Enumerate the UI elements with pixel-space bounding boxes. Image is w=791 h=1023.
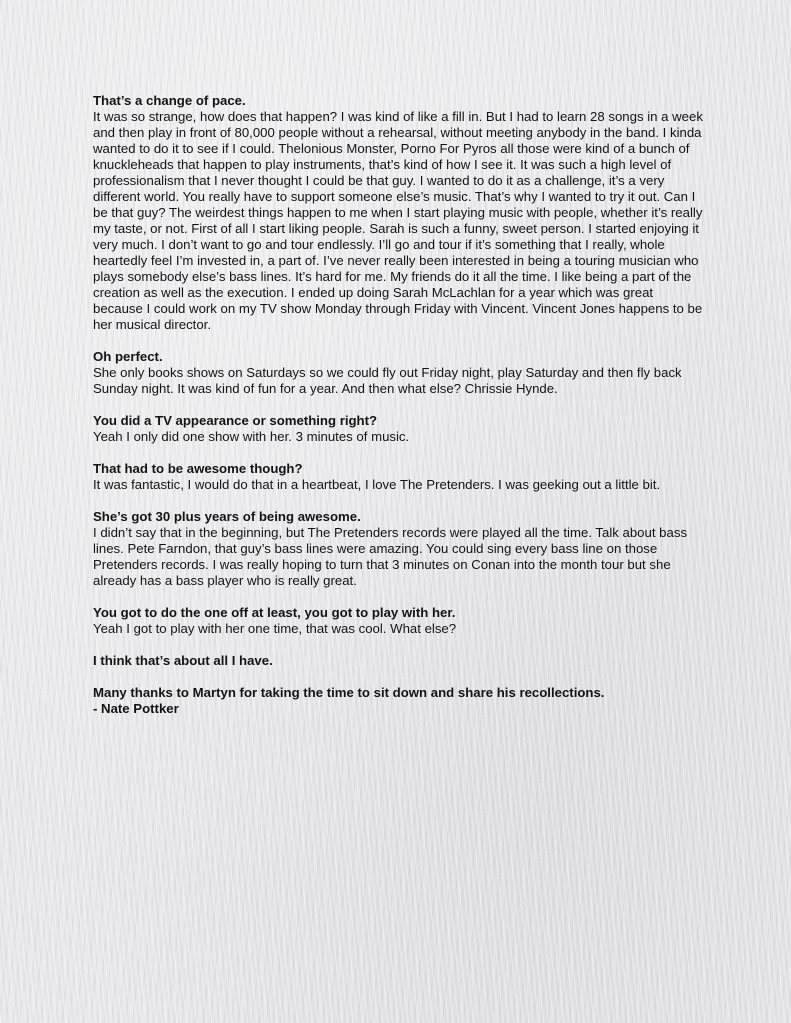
qa-block <box>93 461 705 493</box>
interview-question: You did a TV appearance or something right? <box>93 413 378 428</box>
qa-block <box>93 653 705 669</box>
interview-answer: It was so strange, how does that happen? I was kind of like a fill in. But I had to learn 28 songs in a week and then play in front of 80,000 people without a rehearsal, without meeting anybody in the band. I kinda wanted to do it to see if I could. Thelonious Monster, Porno For Pyros all those were kind of a bunch of knuckleheads that happen to play instruments, that’s kind of how I see it. It was such a high level of professionalism that I never thought I could be that guy. I wanted to do it as a challenge, it’s a very different world. You really have to support someone else’s music. That’s why I wanted to try it out. Can I be that guy? The weirdest things happen to me when I start playing music with people, whether it’s really my taste, or not. First of all I start liking people. Sarah is such a funny, sweet person. I started enjoying it very much. I don’t want to go and tour endlessly. I’ll go and tour if it’s something that I really, whole heartedly feel I’m invested in, a part of. I’ve never really been interested in being a touring musician who plays somebody else’s bass lines. It’s hard for me. My friends do it all the time. I like being a part of the creation as well as the execution. I ended up doing Sarah McLachlan for a year which was great because I could work on my TV show Monday through Friday with Vincent. Vincent Jones happens to be her musical director. <box>93 109 703 332</box>
interview-page <box>93 93 705 733</box>
interview-answer: I didn’t say that in the beginning, but The Pretenders records were played all the time. Talk about bass lines. Pete Farndon, that guy’s bass lines were amazing. You could sing every bass line on those Pretenders records. I was really hoping to turn that 3 minutes on Conan into the month tour but she already has a bass player who is really great. <box>93 525 688 588</box>
interview-question: You got to do the one off at least, you got to play with her. <box>93 605 456 620</box>
interview-answer: Yeah I got to play with her one time, that was cool. What else? <box>93 621 457 636</box>
qa-block <box>93 93 705 333</box>
interview-question: I think that’s about all I have. <box>93 653 273 668</box>
qa-block <box>93 509 705 589</box>
interview-answer: Yeah I only did one show with her. 3 minutes of music. <box>93 429 410 444</box>
interview-question: Oh perfect. <box>93 349 163 364</box>
interview-answer: It was fantastic, I would do that in a heartbeat, I love The Pretenders. I was geeking out a little bit. <box>93 477 661 492</box>
interview-answer: She only books shows on Saturdays so we could fly out Friday night, play Saturday and then fly back Sunday night. It was kind of fun for a year. And then what else? Chrissie Hynde. <box>93 365 682 396</box>
interview-question: She’s got 30 plus years of being awesome. <box>93 509 361 524</box>
author-signature: - Nate Pottker <box>93 701 179 716</box>
qa-block <box>93 605 705 637</box>
closing-block <box>93 685 705 717</box>
interview-question: That had to be awesome though? <box>93 461 303 476</box>
closing-thanks: Many thanks to Martyn for taking the time to sit down and share his recollections. <box>93 685 605 700</box>
qa-block <box>93 413 705 445</box>
qa-block <box>93 349 705 397</box>
interview-question: That’s a change of pace. <box>93 93 246 108</box>
